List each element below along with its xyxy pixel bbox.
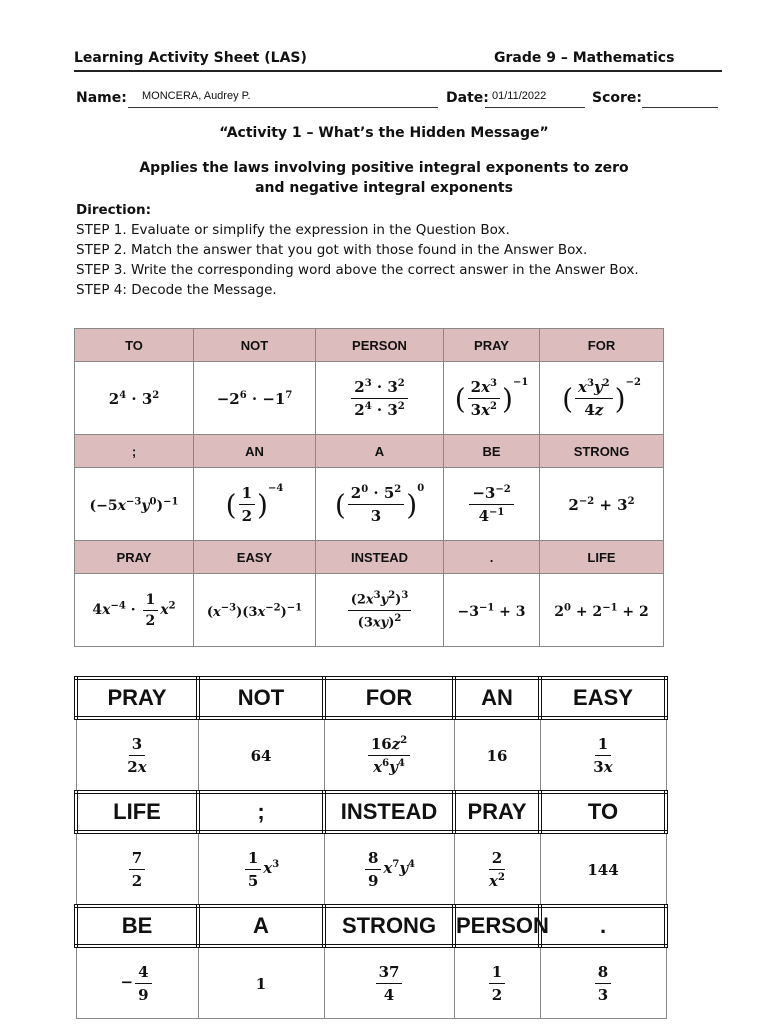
date-label: Date: — [446, 90, 489, 106]
answer-word: STRONG — [324, 906, 454, 946]
answer-value: − $\frac{4}{9}$ — [76, 946, 198, 1019]
question-word-row — [75, 541, 664, 574]
answer-value: $\frac{8}{3}$ — [540, 946, 666, 1019]
answer-word: A — [198, 906, 324, 946]
answer-value: $\frac{1}{2}$ — [454, 946, 540, 1019]
question-word: . — [444, 541, 540, 574]
question-word: NOT — [194, 329, 316, 362]
date-value[interactable]: 01/11/2022 — [492, 90, 547, 102]
answer-word: EASY — [540, 678, 666, 718]
question-expression: $\frac{(2x^3y^2)^3}{(3xy)^2}$ — [316, 574, 444, 647]
answer-value: $\frac{7}{2}$ — [76, 832, 198, 906]
answer-value: 16 — [454, 718, 540, 792]
answer-value: 64 — [198, 718, 324, 792]
question-expression: ( $\frac{2x^3}{3x^2}$ )$^{-1}$ — [444, 362, 540, 435]
score-label: Score: — [592, 90, 642, 106]
question-expression: $-3^{-1} + 3$ — [444, 574, 540, 647]
answer-value: 144 — [540, 832, 666, 906]
answer-value: $\frac{16z^2}{x^6y^4}$ — [324, 718, 454, 792]
question-word: AN — [194, 435, 316, 468]
answer-value: 1 — [198, 946, 324, 1019]
answer-word: BE — [76, 906, 198, 946]
question-word: TO — [75, 329, 194, 362]
question-word-row — [75, 435, 664, 468]
answer-value: $\frac{1}{5}$ $x^3$ — [198, 832, 324, 906]
sheet-title: Learning Activity Sheet (LAS) — [74, 50, 307, 66]
question-expression: $2^{-2} + 3^2$ — [540, 468, 664, 541]
question-word: EASY — [194, 541, 316, 574]
header-rule — [74, 70, 722, 72]
name-value[interactable]: MONCERA, Audrey P. — [142, 90, 251, 102]
question-expression: $\frac{2^3 \cdot 3^2}{2^4 \cdot 3^2}$ — [316, 362, 444, 435]
answer-value-row — [76, 946, 666, 1019]
answer-word: NOT — [198, 678, 324, 718]
activity-title: “Activity 1 – What’s the Hidden Message” — [219, 125, 549, 141]
answer-word: TO — [540, 792, 666, 832]
answer-box — [74, 676, 668, 1019]
score-underline[interactable] — [642, 107, 718, 108]
question-expression: ( $\frac{2^0 \cdot 5^2}{3}$ )$^0$ — [316, 468, 444, 541]
name-underline — [128, 107, 438, 108]
date-underline — [485, 107, 585, 108]
question-expression-row — [75, 362, 664, 435]
question-word: BE — [444, 435, 540, 468]
answer-value: $\frac{1}{3x}$ — [540, 718, 666, 792]
answer-word: . — [540, 906, 666, 946]
answer-value-row — [76, 718, 666, 792]
answer-word: PRAY — [454, 792, 540, 832]
objective-line-2: and negative integral exponents — [255, 180, 513, 196]
question-expression-row — [75, 574, 664, 647]
answer-word: ; — [198, 792, 324, 832]
direction-step-4: STEP 4: Decode the Message. — [76, 282, 277, 298]
question-expression: ( $\frac{1}{2}$ )$^{-4}$ — [194, 468, 316, 541]
answer-word-row — [76, 678, 666, 718]
question-word: A — [316, 435, 444, 468]
answer-value: $\frac{37}{4}$ — [324, 946, 454, 1019]
question-expression: $2^0 + 2^{-1} + 2$ — [540, 574, 664, 647]
question-expression: $4x^{-4}$ · $\frac{1}{2}$ $x^2$ — [75, 574, 194, 647]
answer-word: AN — [454, 678, 540, 718]
answer-word: PERSON — [454, 906, 540, 946]
question-expression: $(x^{-3})(3x^{-2})^{-1}$ — [194, 574, 316, 647]
answer-word: INSTEAD — [324, 792, 454, 832]
answer-word-row — [76, 792, 666, 832]
answer-word: LIFE — [76, 792, 198, 832]
grade-subject: Grade 9 – Mathematics — [494, 50, 675, 66]
direction-step-2: STEP 2. Match the answer that you got with those found in the Answer Box. — [76, 242, 588, 258]
question-word: LIFE — [540, 541, 664, 574]
answer-value: $\frac{2}{x^2}$ — [454, 832, 540, 906]
answer-word: PRAY — [76, 678, 198, 718]
question-word: FOR — [540, 329, 664, 362]
question-expression-row — [75, 468, 664, 541]
answer-word: FOR — [324, 678, 454, 718]
question-word: INSTEAD — [316, 541, 444, 574]
question-expression: $-2^6 \cdot -1^7$ — [194, 362, 316, 435]
question-word: ; — [75, 435, 194, 468]
answer-word-row — [76, 906, 666, 946]
question-expression: ( $\frac{x^3y^2}{4z}$ )$^{-2}$ — [540, 362, 664, 435]
direction-step-3: STEP 3. Write the corresponding word above the correct answer in the Answer Box. — [76, 262, 639, 278]
question-expression: $\frac{-3^{-2}}{4^{-1}}$ — [444, 468, 540, 541]
question-word: PERSON — [316, 329, 444, 362]
question-word: PRAY — [444, 329, 540, 362]
question-word-row — [75, 329, 664, 362]
question-word: STRONG — [540, 435, 664, 468]
direction-label: Direction: — [76, 202, 152, 218]
name-label: Name: — [76, 90, 127, 106]
question-expression: $(-5x^{-3}y^0)^{-1}$ — [75, 468, 194, 541]
answer-value: $\frac{3}{2x}$ — [76, 718, 198, 792]
answer-value-row — [76, 832, 666, 906]
objective-line-1: Applies the laws involving positive integral exponents to zero — [139, 160, 629, 176]
question-word: PRAY — [75, 541, 194, 574]
direction-step-1: STEP 1. Evaluate or simplify the expression in the Question Box. — [76, 222, 510, 238]
question-expression: $2^4 \cdot 3^2$ — [75, 362, 194, 435]
question-box — [74, 328, 664, 647]
answer-value: $\frac{8}{9}$ $x^7y^4$ — [324, 832, 454, 906]
